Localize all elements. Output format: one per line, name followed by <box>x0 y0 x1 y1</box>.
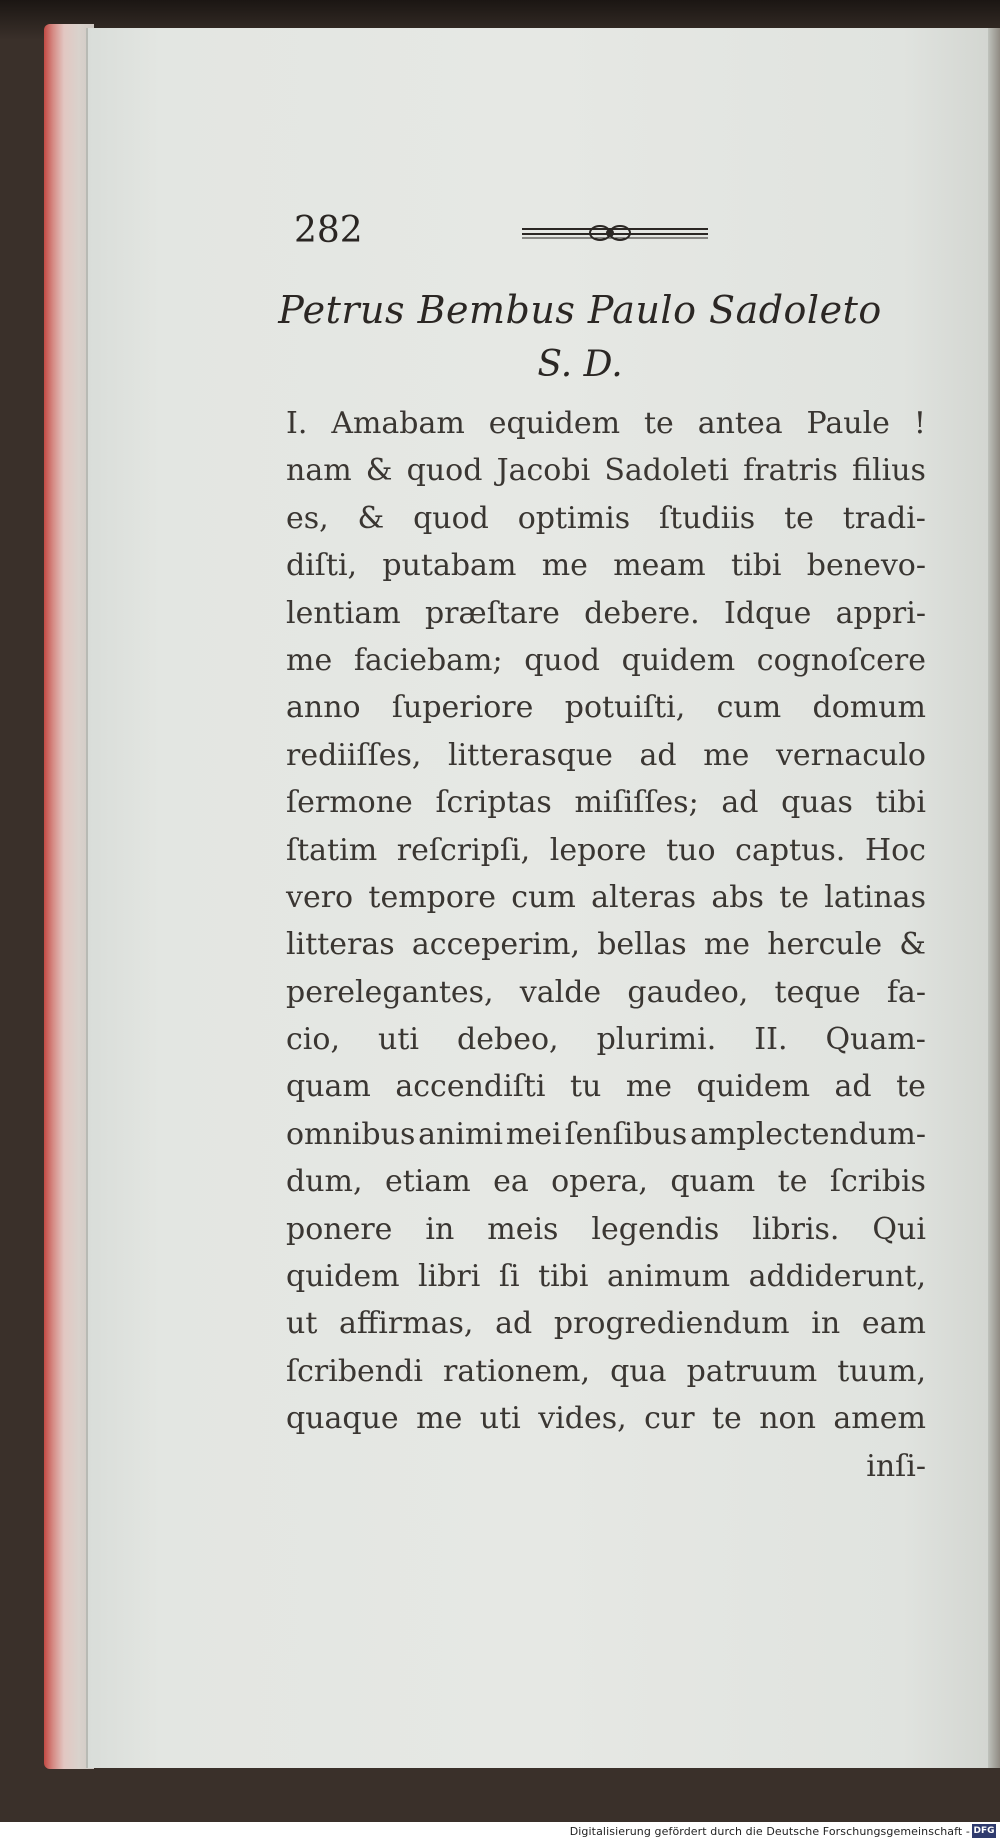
text-line: I. Amabam equidem te antea Paule ! <box>286 406 926 441</box>
dfg-logo: DFG <box>973 1826 995 1836</box>
text-line: es, & quod optimis ſtudiis te tradi- <box>286 500 926 536</box>
text-line: anno ſuperiore potuiſti, cum domum <box>286 690 926 726</box>
text-line: ponere in meis legendis libris. Qui <box>286 1211 926 1247</box>
catchword: inſi- <box>866 1448 926 1484</box>
text-line: ſermone ſcriptas miſiſſes; ad quas tibi <box>286 785 926 821</box>
text-line: dum, etiam ea opera, quam te ſcribis <box>286 1164 926 1200</box>
text-line: perelegantes, valde gaudeo, teque fa- <box>286 974 926 1010</box>
letter-body <box>286 400 926 1490</box>
header-ornament-icon <box>522 220 708 246</box>
text-line: lentiam præſtare debere. Idque appri- <box>286 595 926 631</box>
text-line: nam & quod Jacobi Sadoleti fratris filius <box>286 453 926 489</box>
letter-salutation: S. D. <box>537 344 623 385</box>
text-line: omnibus animi mei ſenſibus amplectendum- <box>286 1116 926 1152</box>
text-line: litteras acceperim, bellas me hercule & <box>286 927 926 963</box>
text-line: ut affirmas, ad progrediendum in eam <box>286 1306 926 1342</box>
letter-heading: Petrus Bembus Paulo Sadoleto <box>278 288 882 332</box>
text-line: diſti, putabam me meam tibi benevo- <box>286 548 926 584</box>
digitization-credit: Digitalisierung gefördert durch die Deutsche Forschungsgemeinschaft - <box>569 1825 970 1838</box>
text-line: ſcribendi rationem, qua patruum tuum, <box>286 1353 926 1389</box>
page-right-edge <box>988 28 1000 1768</box>
text-line: quam accendiſti tu me quidem ad te <box>286 1069 926 1105</box>
text-line: cio, uti debeo, plurimi. II. Quam- <box>286 1022 926 1058</box>
text-line: vero tempore cum alteras abs te latinas <box>286 879 926 915</box>
text-line: me faciebam; quod quidem cognoſcere <box>286 642 926 678</box>
page-number: 282 <box>294 210 363 251</box>
text-line: quidem libri ſi tibi animum addiderunt, <box>286 1259 926 1295</box>
text-line: ſtatim reſcripſi, lepore tuo captus. Hoc <box>286 832 926 868</box>
text-line: rediiſſes, litterasque ad me vernaculo <box>286 737 926 773</box>
text-line: quaque me uti vides, cur te non amem <box>286 1401 926 1437</box>
